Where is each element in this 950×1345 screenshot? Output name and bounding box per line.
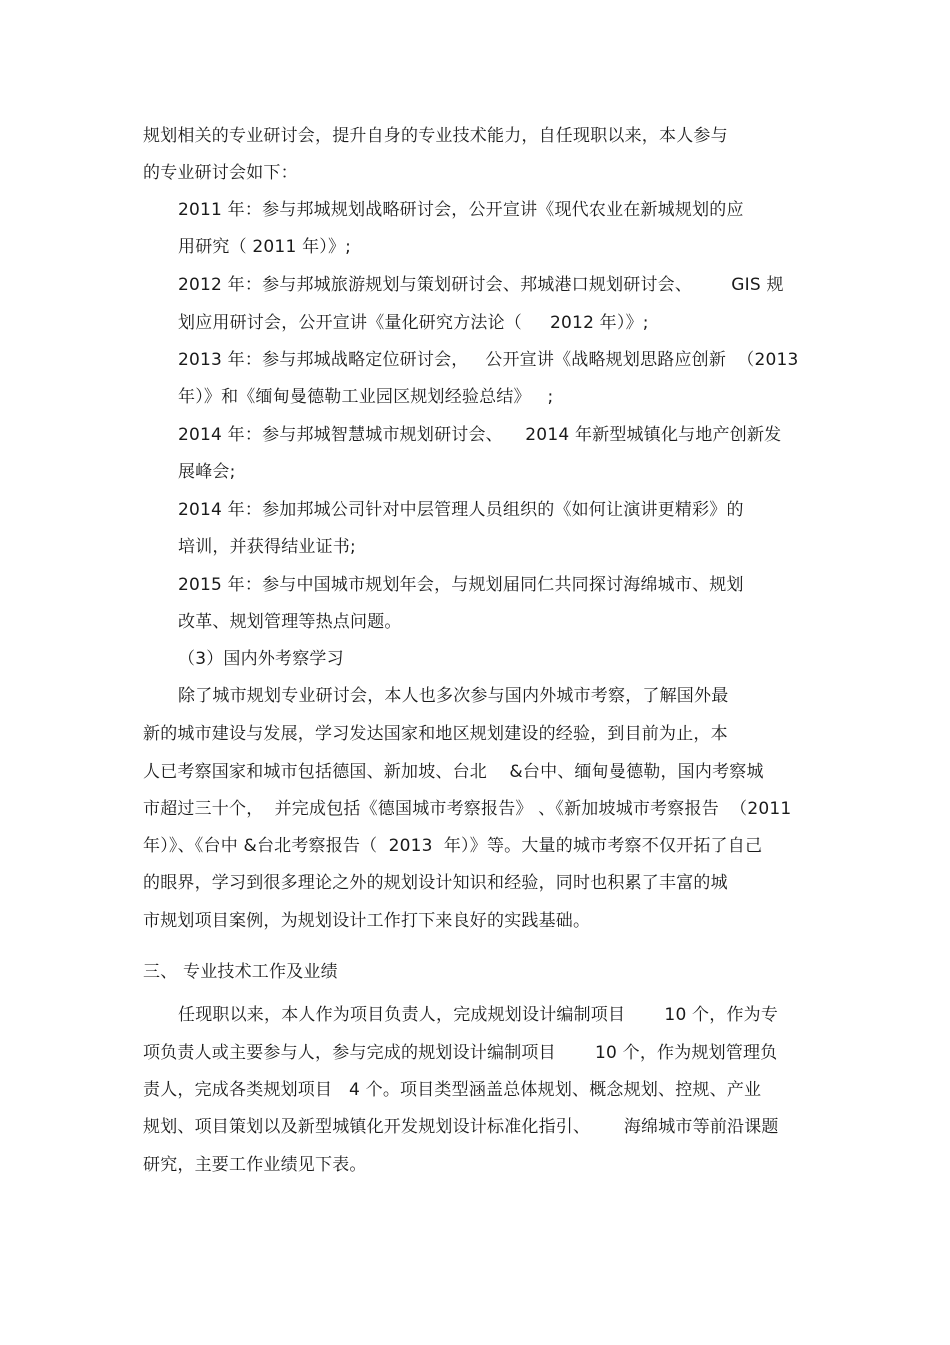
paragraph-line: 除了城市规划专业研讨会，本人也多次参与国内外城市考察，了解国外最 (178, 686, 729, 706)
paragraph-line: 责人，完成各类规划项目 4 个。项目类型涵盖总体规划、概念规划、控规、产业 (143, 1080, 762, 1100)
list-item-line: 2013 年：参与邦城战略定位研讨会， 公开宣讲《战略规划思路应创新 （2013 (178, 350, 799, 370)
list-item-line: 年）》和《缅甸曼德勒工业园区规划经验总结》 ; (178, 387, 554, 407)
paragraph-line: 项负责人或主要参与人，参与完成的规划设计编制项目 10 个，作为规划管理负 (143, 1043, 778, 1063)
subsection-heading: （3）国内外考察学习 (178, 649, 344, 669)
paragraph-line: 人已考察国家和城市包括德国、新加坡、台北 &台中、缅甸曼德勒，国内考察城 (143, 762, 764, 782)
section-heading: 三、 专业技术工作及业绩 (143, 962, 338, 982)
paragraph-line: 市规划项目案例，为规划设计工作打下来良好的实践基础。 (143, 911, 591, 931)
list-item-line: 2014 年：参与邦城智慧城市规划研讨会、 2014 年新型城镇化与地产创新发 (178, 425, 782, 445)
list-item-line: 2014 年：参加邦城公司针对中层管理人员组织的《如何让演讲更精彩》的 (178, 500, 744, 520)
list-item-line: 培训，并获得结业证书; (178, 537, 356, 557)
list-item-line: 改革、规划管理等热点问题。 (178, 612, 402, 632)
paragraph-line: 的专业研讨会如下： (143, 163, 298, 183)
list-item-line: 2011 年：参与邦城规划战略研讨会，公开宣讲《现代农业在新城规划的应 (178, 200, 744, 220)
paragraph-line: 市超过三十个， 并完成包括《德国城市考察报告》 、《新加坡城市考察报告 （2011 (143, 799, 792, 819)
list-item-line: 用研究（ 2011 年）》; (178, 237, 352, 257)
paragraph-line: 新的城市建设与发展，学习发达国家和地区规划建设的经验，到目前为止，本 (143, 724, 728, 744)
paragraph-line: 研究，主要工作业绩见下表。 (143, 1155, 367, 1175)
paragraph-line: 的眼界，学习到很多理论之外的规划设计知识和经验，同时也积累了丰富的城 (143, 873, 728, 893)
list-item-line: 2012 年：参与邦城旅游规划与策划研讨会、邦城港口规划研讨会、 GIS 规 (178, 275, 784, 295)
paragraph-line: 规划相关的专业研讨会，提升自身的专业技术能力，自任现职以来，本人参与 (143, 126, 728, 146)
paragraph-line: 年）》、《台中 &台北考察报告（ 2013 年）》等。大量的城市考察不仅开拓了自己 (143, 836, 763, 856)
list-item-line: 划应用研讨会，公开宣讲《量化研究方法论（ 2012 年）》; (178, 313, 649, 333)
list-item-line: 展峰会; (178, 462, 236, 482)
paragraph-line: 规划、项目策划以及新型城镇化开发规划设计标准化指引、 海绵城市等前沿课题 (143, 1117, 779, 1137)
list-item-line: 2015 年：参与中国城市规划年会，与规划届同仁共同探讨海绵城市、规划 (178, 575, 744, 595)
paragraph-line: 任现职以来，本人作为项目负责人，完成规划设计编制项目 10 个，作为专 (178, 1005, 779, 1025)
